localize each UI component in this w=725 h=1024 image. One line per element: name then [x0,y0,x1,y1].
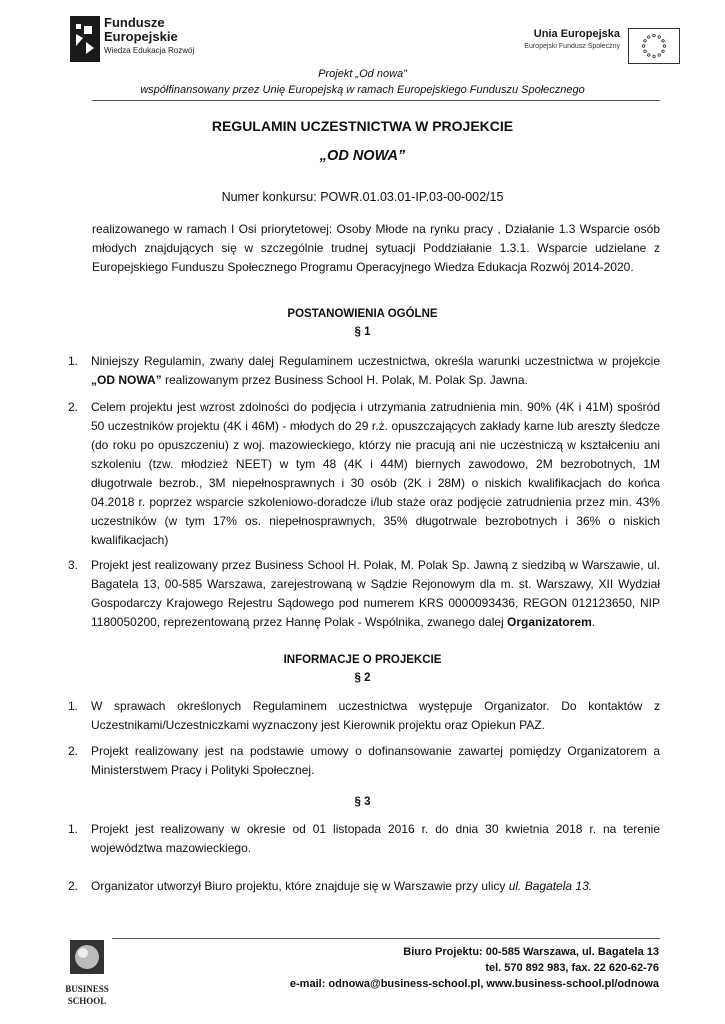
footer-contact [290,944,659,992]
list-item-number: 1. [68,822,79,836]
business-school-logo [62,936,112,1016]
fe-logo-line3: Wiedza Edukacja Rozwój [104,46,195,55]
list-item-number: 2. [68,400,79,414]
competition-number: Numer konkursu: POWR.01.03.01-IP.03-00-002/15 [221,190,504,204]
list-item-text: Projekt jest realizowany w okresie od 01 listopada 2016 r. do dnia 30 kwietnia 2018 r. na terenie województwa mazowieckiego. [91,822,660,855]
fe-flag-icon [70,16,100,62]
list-item [68,820,660,858]
cofinance-line: współfinansowany przez Unię Europejską w ramach Europejskiego Funduszu Społecznego [140,84,585,96]
header-divider [92,100,660,101]
list-item-number: 1. [68,354,79,368]
section2-paragraph-sign: § 2 [354,672,371,684]
list-item-text: Projekt realizowany jest na podstawie umowy o dofinansowanie zawartej pomiędzy Organizatorem a Ministerstwem Pracy i Polityki Społecznej. [91,744,660,777]
section1-paragraph-sign: § 1 [354,326,371,338]
list-item [68,352,660,390]
list-item-text: W sprawach określonych Regulaminem uczestnictwa występuje Organizator. Do kontaktów z Uczestnikami/Uczestniczkami wyznaczony jest Kierownik projektu oraz Opiekun PAZ. [91,699,660,732]
section3-paragraph-sign: § 3 [354,796,371,808]
section1-title: POSTANOWIENIA OGÓLNE [287,308,438,320]
list-item-text: Niniejszy Regulamin, zwany dalej Regulaminem uczestnictwa, określa warunki uczestnictwa w projekcie „OD NOWA” realizowanym przez Business School H. Polak, M. Polak Sp. Jawna. [91,354,660,387]
list-item-number: 2. [68,744,79,758]
ue-logo-line1: Unia Europejska [533,28,620,40]
document-subtitle: „OD NOWA” [319,148,406,164]
list-item-number: 3. [68,558,79,572]
list-item [68,556,660,632]
fe-logo-text [104,16,194,55]
list-item-text: Organizator utworzył Biuro projektu, które znajduje się w Warszawie przy ulicy ul. Bagatela 13. [91,879,593,893]
footer-address: Biuro Projektu: 00-585 Warszawa, ul. Bagatela 13 [403,946,659,958]
business-school-logo-line1: BUSINESS [65,984,109,994]
intro-paragraph: realizowanego w ramach I Osi priorytetowej: Osoby Młode na rynku pracy , Działanie 1.3 Wsparcie osób młodych znajdujących się w szczególnie trudnej sytuacji Poddziałanie 1.3.1. Wsparcie udzielane z Europejskiego Funduszu Społecznego Programu Operacyjnego Wiedza Edukacja Rozwój 2014-2020. [92,222,660,274]
fe-logo-line2: Europejskie [104,29,178,44]
document-title: REGULAMIN UCZESTNICTWA W PROJEKCIE [211,118,514,134]
page-header [0,0,725,70]
unia-europejska-logo [505,28,680,68]
project-name-line: Projekt „Od nowa” [318,68,407,80]
list-item-number: 2. [68,879,79,893]
list-item [68,398,660,550]
list-item-number: 1. [68,699,79,713]
eu-flag-icon [628,28,680,64]
ue-logo-line2: Europejski Fundusz Społeczny [524,43,620,50]
list-item [68,877,660,896]
footer-email-www: e-mail: odnowa@business-school.pl, www.business-school.pl/odnowa [289,978,659,990]
business-school-logo-line2: SCHOOL [67,996,107,1006]
fundusze-europejskie-logo [70,14,240,64]
footer-phone: tel. 570 892 983, fax. 22 620-62-76 [485,962,659,974]
list-item-text: Celem projektu jest wzrost zdolności do podjęcia i utrzymania zatrudnienia min. 90% (4K i 41M) spośród 50 uczestników projektu (4K i 46M) - młodych do 29 r.ż. opuszczających zakłady karne lub areszty śledcze (do roku po opuszczeniu) z woj. mazowieckiego, którzy nie pracują ani nie uczestniczą w kształceniu ani szkoleniu (tzw. młodzież NEET) w tym 48 (4K i 44M) biernych zawodowo, 2M bezrobotnych, 1M długotrwale bezrob., 3M niepełnosprawnych i 30 osób (2K i 28M) o niskich kwalifikacjach do końca 04.2018 r. poprzez wsparcie szkoleniowo-doradcze i/lub staże oraz podjęcie zatrudnienia przez min. 43% uczestników (w tym 17% os. niepełnosprawnych, 35% długotrwale bezrobotnych i 36% o niskich kwalifikacjach) [91,400,660,547]
footer-divider [112,938,660,939]
list-item [68,742,660,780]
list-item [68,697,660,735]
fe-logo-line1: Fundusze [104,15,165,30]
section2-title: INFORMACJE O PROJEKCIE [283,654,442,666]
list-item-text: Projekt jest realizowany przez Business School H. Polak, M. Polak Sp. Jawną z siedzibą w Warszawie, ul. Bagatela 13, 00-585 Warszawa, zarejestrowaną w Sądzie Rejonowym dla m. st. Warszawy, XII Wydział Gospodarczy Krajowego Rejestru Sądowego pod numerem KRS 0000093436, REGON 012123650, NIP 1180050200, reprezentowaną przez Hannę Polak - Wspólnika, zwanego dalej Organizatorem. [91,558,660,629]
ue-logo-text [524,28,620,50]
